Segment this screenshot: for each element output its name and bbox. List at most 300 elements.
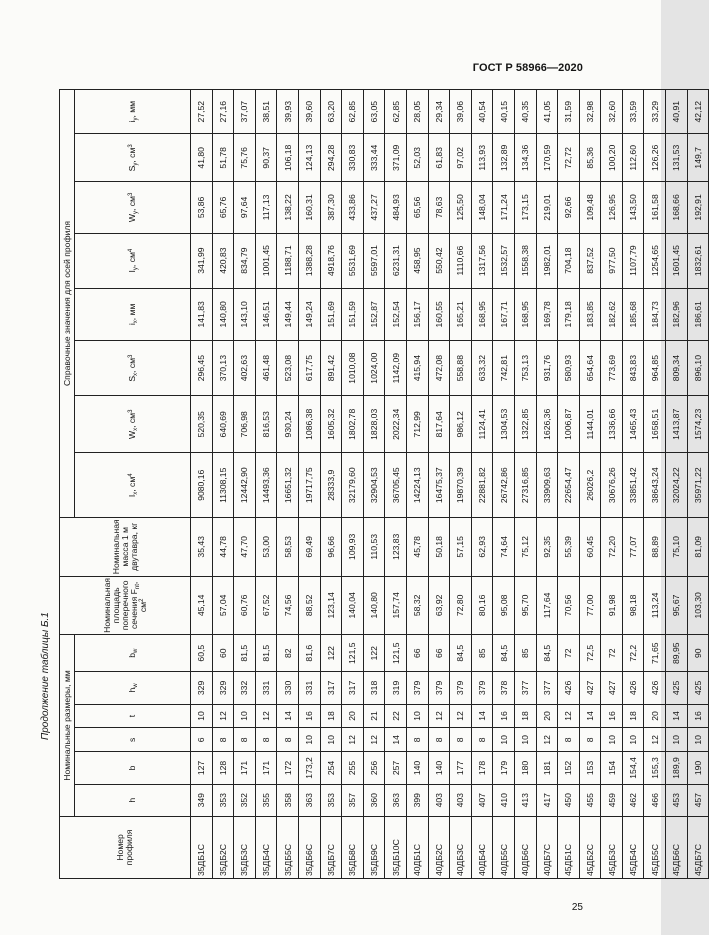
table-row: [536, 90, 558, 879]
table-cell: 62,93: [471, 518, 493, 577]
table-cell: 113,24: [644, 576, 666, 635]
profile-number-cell: 35ДБ8С: [342, 816, 364, 878]
table-cell: 931,76: [536, 341, 558, 396]
col-header-mass: Номинальная масса 1 м двутавра, кг: [60, 518, 191, 577]
table-cell: 363: [298, 784, 320, 816]
table-cell: 349: [191, 784, 213, 816]
table-cell: 379: [428, 672, 450, 704]
profile-number-cell: 40ДБ7С: [536, 816, 558, 878]
table-cell: 140,04: [342, 576, 364, 635]
table-cell: 896,10: [687, 341, 709, 396]
table-cell: 10: [622, 728, 644, 752]
table-cell: 171,24: [493, 182, 515, 233]
table-row: [191, 90, 213, 879]
table-cell: 126,95: [601, 182, 623, 233]
table-cell: 410: [493, 784, 515, 816]
table-cell: 8: [471, 728, 493, 752]
table-cell: 65,76: [212, 182, 234, 233]
table-cell: 472,08: [428, 341, 450, 396]
profile-number-cell: 40ДБ5С: [493, 816, 515, 878]
table-cell: 379: [471, 672, 493, 704]
table-cell: 773,69: [601, 341, 623, 396]
table-cell: 358: [277, 784, 299, 816]
table-cell: 1142,09: [385, 341, 407, 396]
table-cell: 152,87: [363, 288, 385, 341]
table-cell: 42,12: [687, 90, 709, 134]
table-cell: 1574,23: [687, 396, 709, 453]
table-row: [320, 90, 342, 879]
table-cell: 10: [406, 704, 428, 728]
table-cell: 157,74: [385, 576, 407, 635]
table-cell: 131,53: [666, 134, 688, 182]
table-cell: 44,78: [212, 518, 234, 577]
table-cell: 11308,15: [212, 453, 234, 518]
table-cell: 462: [622, 784, 644, 816]
table-cell: 47,70: [234, 518, 256, 577]
col-header-iy: $I_y$, $см^4$: [75, 233, 191, 288]
table-cell: 178: [471, 752, 493, 784]
table-cell: 16651,32: [277, 453, 299, 518]
table-cell: 32904,53: [363, 453, 385, 518]
col-header-b: b: [75, 752, 191, 784]
table-cell: 10: [687, 728, 709, 752]
table-cell: 977,50: [601, 233, 623, 288]
table-cell: 81,5: [255, 635, 277, 672]
table-cell: 1086,38: [298, 396, 320, 453]
table-cell: 1558,38: [514, 233, 536, 288]
table-cell: 91,98: [601, 576, 623, 635]
group-header-reference-values: Справочные значения для осей профиля: [60, 90, 75, 518]
table-cell: 6: [191, 728, 213, 752]
table-cell: 377: [514, 672, 536, 704]
profile-number-cell: 40ДБ3С: [450, 816, 472, 878]
table-row: [687, 90, 709, 879]
table-cell: 28333,9: [320, 453, 342, 518]
profile-number-cell: 35ДБ1С: [191, 816, 213, 878]
table-cell: 12: [363, 728, 385, 752]
table-cell: 160,31: [298, 182, 320, 233]
table-cell: 377: [536, 672, 558, 704]
table-cell: 84,5: [450, 635, 472, 672]
table-cell: 837,52: [579, 233, 601, 288]
profile-number-cell: 45ДБ3С: [601, 816, 623, 878]
table-cell: 149,7: [687, 134, 709, 182]
table-row: [644, 90, 666, 879]
table-cell: 8: [255, 728, 277, 752]
table-cell: 141,83: [191, 288, 213, 341]
table-cell: 370,13: [212, 341, 234, 396]
table-cell: 371,09: [385, 134, 407, 182]
table-cell: 332: [234, 672, 256, 704]
table-cell: 8: [234, 728, 256, 752]
table-cell: 117,64: [536, 576, 558, 635]
table-row: [385, 90, 407, 879]
table-cell: 182,96: [666, 288, 688, 341]
profile-number-cell: 45ДБ1С: [558, 816, 580, 878]
table-cell: 16475,37: [428, 453, 450, 518]
table-cell: 8: [406, 728, 428, 752]
table-cell: 152: [558, 752, 580, 784]
table-row: [277, 90, 299, 879]
table-cell: 168,66: [666, 182, 688, 233]
table-cell: 12442,90: [234, 453, 256, 518]
table-cell: 427: [601, 672, 623, 704]
table-cell: 121,5: [385, 635, 407, 672]
table-cell: 81,5: [234, 635, 256, 672]
table-cell: 450: [558, 784, 580, 816]
table-cell: 32179,60: [342, 453, 364, 518]
table-cell: 466: [644, 784, 666, 816]
table-cell: 930,24: [277, 396, 299, 453]
table-cell: 1010,08: [342, 341, 364, 396]
table-cell: 9080,16: [191, 453, 213, 518]
table-cell: 10: [493, 728, 515, 752]
table-cell: 353: [212, 784, 234, 816]
table-cell: 425: [687, 672, 709, 704]
table-cell: 1110,66: [450, 233, 472, 288]
table-cell: 97,64: [234, 182, 256, 233]
table-cell: 415,94: [406, 341, 428, 396]
table-cell: 81,6: [298, 635, 320, 672]
table-cell: 179,18: [558, 288, 580, 341]
table-cell: 8: [558, 728, 580, 752]
table-cell: 172: [277, 752, 299, 784]
table-row: [601, 90, 623, 879]
table-cell: 14: [385, 728, 407, 752]
table-cell: 8: [450, 728, 472, 752]
table-continuation-caption: Продолжение таблицы Б.1: [40, 612, 51, 740]
table-row: [471, 90, 493, 879]
table-cell: 110,53: [363, 518, 385, 577]
table-cell: 182,62: [601, 288, 623, 341]
table-cell: 140: [428, 752, 450, 784]
table-cell: 18: [320, 704, 342, 728]
table-cell: 39,93: [277, 90, 299, 134]
table-cell: 16: [601, 704, 623, 728]
table-cell: 8: [579, 728, 601, 752]
table-cell: 67,52: [255, 576, 277, 635]
table-cell: 10: [298, 728, 320, 752]
col-header-sx: $S_x$, $см^3$: [75, 341, 191, 396]
table-cell: 171: [255, 752, 277, 784]
table-cell: 57,15: [450, 518, 472, 577]
table-cell: 61,83: [428, 134, 450, 182]
table-cell: 27316,85: [514, 453, 536, 518]
table-cell: 132,89: [493, 134, 515, 182]
table-cell: 40,35: [514, 90, 536, 134]
profile-number-cell: 40ДБ6С: [514, 816, 536, 878]
table-cell: 168,95: [471, 288, 493, 341]
table-cell: 16: [687, 704, 709, 728]
table-cell: 399: [406, 784, 428, 816]
table-cell: 28,05: [406, 90, 428, 134]
table-cell: 85,36: [579, 134, 601, 182]
table-cell: 413: [514, 784, 536, 816]
col-header-s: s: [75, 728, 191, 752]
table-cell: 363: [385, 784, 407, 816]
table-cell: 5597,01: [363, 233, 385, 288]
table-cell: 30676,26: [601, 453, 623, 518]
table-cell: 184,73: [644, 288, 666, 341]
table-cell: 1336,66: [601, 396, 623, 453]
table-cell: 39,60: [298, 90, 320, 134]
table-cell: 12: [255, 704, 277, 728]
table-cell: 891,42: [320, 341, 342, 396]
table-cell: 92,35: [536, 518, 558, 577]
table-cell: 2022,34: [385, 396, 407, 453]
table-cell: 140,80: [363, 576, 385, 635]
table-cell: 10: [514, 728, 536, 752]
table-cell: 16: [493, 704, 515, 728]
table-row: [579, 90, 601, 879]
table-cell: 63,05: [363, 90, 385, 134]
table-row: [406, 90, 428, 879]
table-cell: 704,18: [558, 233, 580, 288]
table-cell: 165,21: [450, 288, 472, 341]
table-cell: 40,15: [493, 90, 515, 134]
profile-number-cell: 35ДБ9С: [363, 816, 385, 878]
table-cell: 90,37: [255, 134, 277, 182]
table-row: [493, 90, 515, 879]
table-cell: 32024,22: [666, 453, 688, 518]
table-cell: 427: [579, 672, 601, 704]
table-cell: 185,68: [622, 288, 644, 341]
table-cell: 1124,41: [471, 396, 493, 453]
table-cell: 75,76: [234, 134, 256, 182]
table-cell: 420,83: [212, 233, 234, 288]
table-cell: 1107,79: [622, 233, 644, 288]
table-cell: 160,55: [428, 288, 450, 341]
table-cell: 72,5: [579, 635, 601, 672]
table-head: [60, 90, 191, 879]
table-cell: 140,80: [212, 288, 234, 341]
table-cell: 60,5: [191, 635, 213, 672]
table-cell: 6231,31: [385, 233, 407, 288]
table-cell: 181: [536, 752, 558, 784]
table-cell: 74,64: [493, 518, 515, 577]
table-cell: 75,12: [514, 518, 536, 577]
table-cell: 72: [601, 635, 623, 672]
profile-number-cell: 45ДБ6С: [666, 816, 688, 878]
table-cell: 407: [471, 784, 493, 816]
table-cell: 843,83: [622, 341, 644, 396]
table-cell: 520,35: [191, 396, 213, 453]
table-cell: 523,08: [277, 341, 299, 396]
table-cell: 97,02: [450, 134, 472, 182]
table-cell: 126,26: [644, 134, 666, 182]
table-cell: 161,58: [644, 182, 666, 233]
profile-number-cell: 45ДБ4С: [622, 816, 644, 878]
table-cell: 425: [666, 672, 688, 704]
table-cell: 387,30: [320, 182, 342, 233]
table-cell: 640,69: [212, 396, 234, 453]
table-cell: 33,59: [622, 90, 644, 134]
table-cell: 85: [471, 635, 493, 672]
table-cell: 558,88: [450, 341, 472, 396]
table-cell: 379: [450, 672, 472, 704]
table-cell: 10: [666, 728, 688, 752]
profile-number-cell: 35ДБ3С: [234, 816, 256, 878]
table-cell: 77,00: [579, 576, 601, 635]
table-cell: 403: [450, 784, 472, 816]
table-cell: 18: [514, 704, 536, 728]
table-cell: 169,78: [536, 288, 558, 341]
table-cell: 153: [579, 752, 601, 784]
table-cell: 331: [255, 672, 277, 704]
table-cell: 113,93: [471, 134, 493, 182]
table-cell: 123,14: [320, 576, 342, 635]
table-cell: 20: [644, 704, 666, 728]
table-row: [558, 90, 580, 879]
col-header-area: Номинальная площадь поперечного сечения $F_{nt}$, $см^2$: [60, 576, 191, 635]
table-cell: 1605,32: [320, 396, 342, 453]
table-cell: 753,13: [514, 341, 536, 396]
table-cell: 14: [277, 704, 299, 728]
table-cell: 1001,45: [255, 233, 277, 288]
table-cell: 22654,47: [558, 453, 580, 518]
table-cell: 134,36: [514, 134, 536, 182]
table-cell: 341,99: [191, 233, 213, 288]
table-cell: 10: [320, 728, 342, 752]
table-cell: 457: [687, 784, 709, 816]
table-cell: 121,5: [342, 635, 364, 672]
table-cell: 333,44: [363, 134, 385, 182]
table-cell: 143,50: [622, 182, 644, 233]
table-cell: 151,69: [320, 288, 342, 341]
table-cell: 128: [212, 752, 234, 784]
table-cell: 75,10: [666, 518, 688, 577]
table-cell: 254: [320, 752, 342, 784]
table-cell: 353: [320, 784, 342, 816]
table-row: [666, 90, 688, 879]
table-cell: 106,18: [277, 134, 299, 182]
table-cell: 53,00: [255, 518, 277, 577]
table-cell: 168,95: [514, 288, 536, 341]
table-cell: 189,9: [666, 752, 688, 784]
table-cell: 95,08: [493, 576, 515, 635]
table-cell: 81,09: [687, 518, 709, 577]
table-cell: 154: [601, 752, 623, 784]
table-cell: 437,27: [363, 182, 385, 233]
table-cell: 41,80: [191, 134, 213, 182]
table-cell: 14: [471, 704, 493, 728]
table-cell: 10: [234, 704, 256, 728]
table-cell: 45,14: [191, 576, 213, 635]
table-cell: 12: [342, 728, 364, 752]
table-cell: 426: [622, 672, 644, 704]
table-cell: 1317,56: [471, 233, 493, 288]
table-cell: 65,56: [406, 182, 428, 233]
table-row: [450, 90, 472, 879]
table-cell: 33851,42: [622, 453, 644, 518]
table-cell: 26026,2: [579, 453, 601, 518]
table-cell: 74,56: [277, 576, 299, 635]
table-cell: 173,2: [298, 752, 320, 784]
table-cell: 816,53: [255, 396, 277, 453]
table-cell: 32,98: [579, 90, 601, 134]
table-cell: 58,53: [277, 518, 299, 577]
table-cell: 38643,24: [644, 453, 666, 518]
table-cell: 1188,71: [277, 233, 299, 288]
table-cell: 255: [342, 752, 364, 784]
table-cell: 156,17: [406, 288, 428, 341]
table-cell: 654,64: [579, 341, 601, 396]
table-cell: 192,91: [687, 182, 709, 233]
table-cell: 70,56: [558, 576, 580, 635]
table-cell: 5531,69: [342, 233, 364, 288]
table-cell: 294,28: [320, 134, 342, 182]
table-cell: 12: [536, 728, 558, 752]
table-cell: 10: [601, 728, 623, 752]
table-cell: 51,78: [212, 134, 234, 182]
table-cell: 140: [406, 752, 428, 784]
table-cell: 633,32: [471, 341, 493, 396]
standard-number: ГОСТ Р 58966—2020: [472, 62, 583, 74]
table-cell: 38,51: [255, 90, 277, 134]
table-cell: 186,61: [687, 288, 709, 341]
table-cell: 109,93: [342, 518, 364, 577]
table-cell: 329: [191, 672, 213, 704]
table-cell: 33909,63: [536, 453, 558, 518]
table-cell: 617,75: [298, 341, 320, 396]
table-cell: 1626,36: [536, 396, 558, 453]
table-cell: 986,12: [450, 396, 472, 453]
table-cell: 84,5: [493, 635, 515, 672]
table-cell: 1465,43: [622, 396, 644, 453]
table-cell: 171: [234, 752, 256, 784]
table-cell: 53,86: [191, 182, 213, 233]
table-cell: 433,86: [342, 182, 364, 233]
table-cell: 378: [493, 672, 515, 704]
table-cell: 152,54: [385, 288, 407, 341]
table-cell: 127: [191, 752, 213, 784]
table-cell: 12: [212, 704, 234, 728]
table-cell: 484,93: [385, 182, 407, 233]
table-cell: 706,98: [234, 396, 256, 453]
table-row: [622, 90, 644, 879]
profile-table: [59, 89, 709, 879]
table-cell: 88,52: [298, 576, 320, 635]
col-header-ix: $I_x$, $см^4$: [75, 453, 191, 518]
table-cell: 4918,76: [320, 233, 342, 288]
table-cell: 149,24: [298, 288, 320, 341]
table-row: [342, 90, 364, 879]
table-cell: 125,50: [450, 182, 472, 233]
table-cell: 1254,65: [644, 233, 666, 288]
table-cell: 173,15: [514, 182, 536, 233]
table-cell: 170,59: [536, 134, 558, 182]
table-cell: 109,48: [579, 182, 601, 233]
table-cell: 26742,86: [493, 453, 515, 518]
table-cell: 72,20: [601, 518, 623, 577]
table-cell: 330,83: [342, 134, 364, 182]
table-cell: 69,49: [298, 518, 320, 577]
table-cell: 964,85: [644, 341, 666, 396]
col-header-h: h: [75, 784, 191, 816]
table-cell: 72: [558, 635, 580, 672]
table-cell: 19870,39: [450, 453, 472, 518]
table-cell: 317: [342, 672, 364, 704]
table-cell: 1802,78: [342, 396, 364, 453]
table-cell: 177: [450, 752, 472, 784]
table-cell: 66: [406, 635, 428, 672]
table-cell: 742,81: [493, 341, 515, 396]
table-cell: 90: [687, 635, 709, 672]
table-cell: 60: [212, 635, 234, 672]
table-cell: 817,64: [428, 396, 450, 453]
table-cell: 21: [363, 704, 385, 728]
table-cell: 22881,82: [471, 453, 493, 518]
